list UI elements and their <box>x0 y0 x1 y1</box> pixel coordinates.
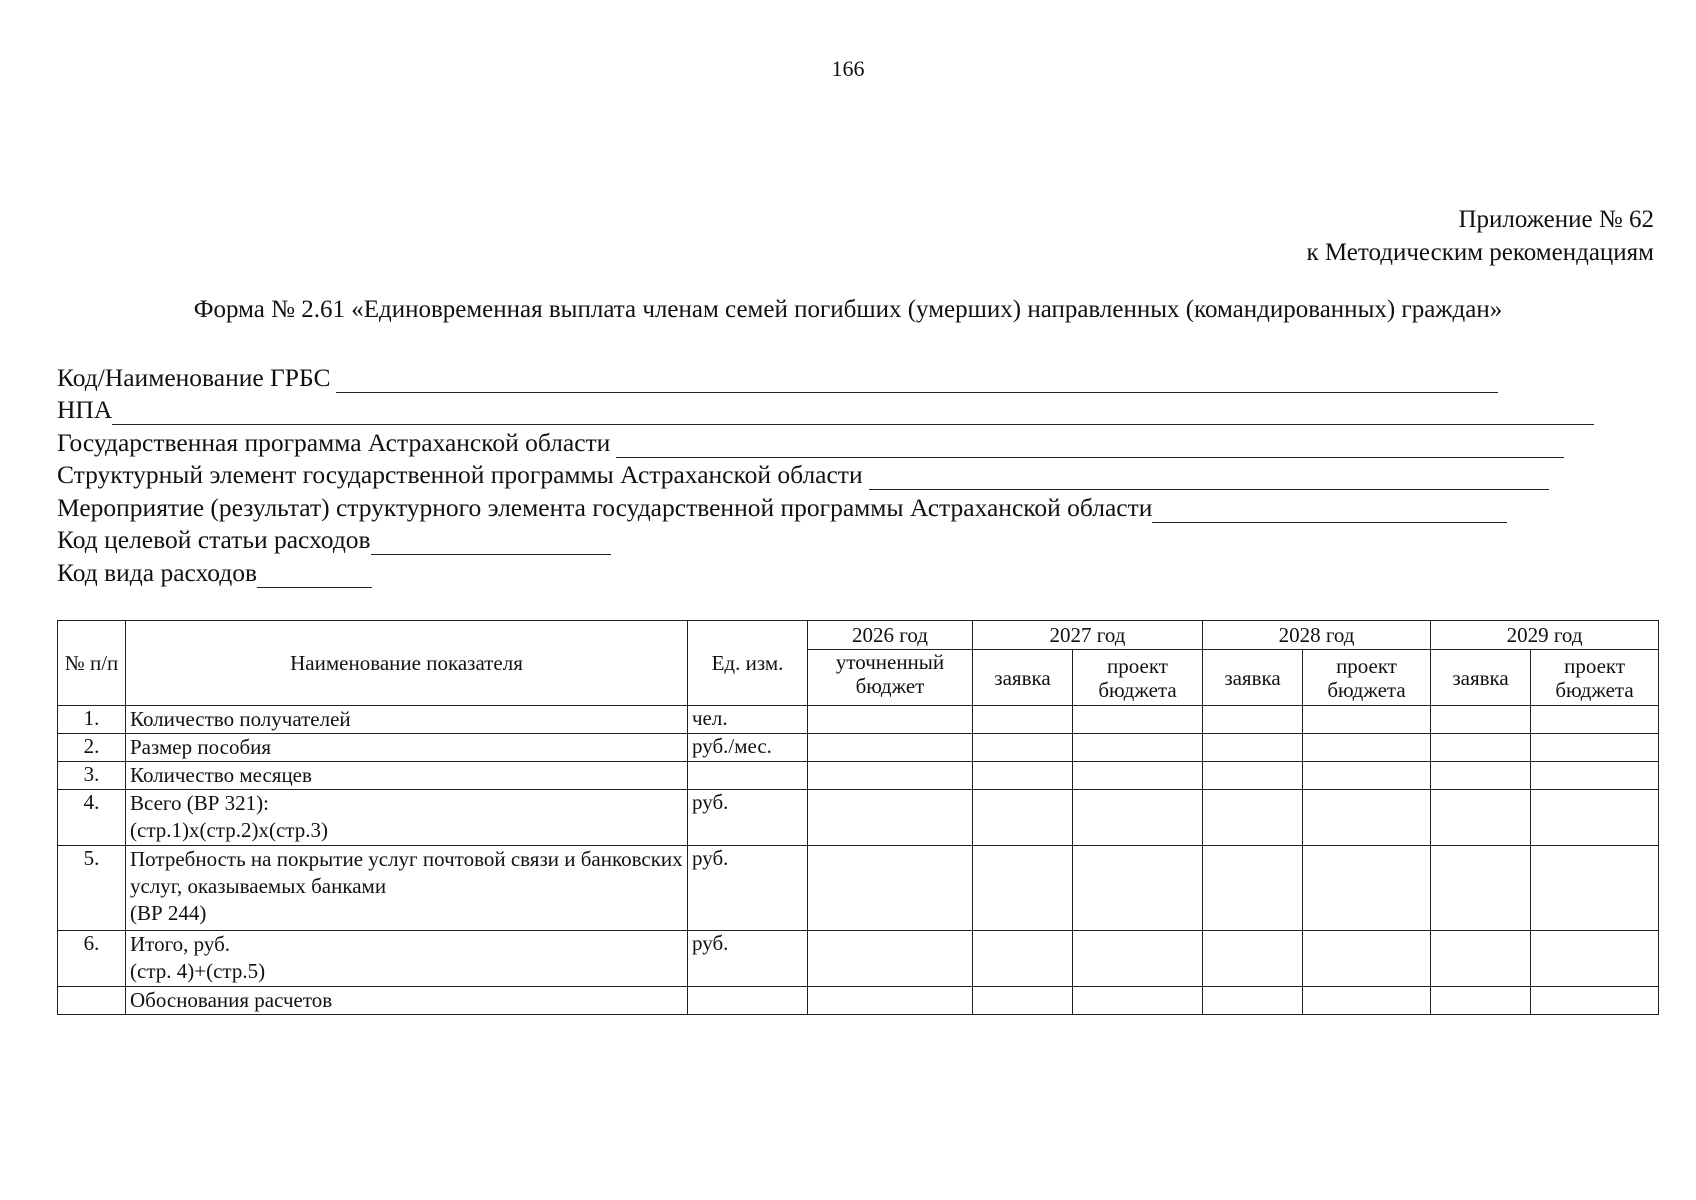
unit-cell: руб. <box>688 931 808 987</box>
value-cell[interactable] <box>973 706 1073 734</box>
appendix-heading <box>1306 203 1654 269</box>
field-gos-program <box>57 425 1657 458</box>
value-cell[interactable] <box>1431 706 1531 734</box>
header-num: № п/п <box>58 621 126 706</box>
header-2026-clarified-budget: уточненный бюджет <box>808 650 973 706</box>
value-cell[interactable] <box>1303 931 1431 987</box>
value-cell[interactable] <box>1531 931 1659 987</box>
value-cell[interactable] <box>1303 846 1431 931</box>
value-cell[interactable] <box>1073 846 1203 931</box>
fill-line[interactable] <box>112 400 1594 425</box>
value-cell[interactable] <box>1073 790 1203 846</box>
value-cell[interactable] <box>1431 734 1531 762</box>
field-label: Структурный элемент государственной программы Астраханской области <box>57 460 863 489</box>
value-cell[interactable] <box>1303 734 1431 762</box>
unit-cell: руб./мес. <box>688 734 808 762</box>
value-cell[interactable] <box>973 734 1073 762</box>
value-cell[interactable] <box>1431 846 1531 931</box>
value-cell[interactable] <box>808 846 973 931</box>
indicator-name-cell: Итого, руб. (стр. 4)+(стр.5) <box>126 931 688 987</box>
value-cell[interactable] <box>1203 734 1303 762</box>
value-cell[interactable] <box>1303 790 1431 846</box>
value-cell[interactable] <box>973 931 1073 987</box>
value-cell[interactable] <box>1203 846 1303 931</box>
value-cell[interactable] <box>808 987 973 1015</box>
table-row <box>58 987 1659 1015</box>
value-cell[interactable] <box>1431 762 1531 790</box>
row-number-cell <box>58 987 126 1015</box>
value-cell[interactable] <box>1073 931 1203 987</box>
row-number-cell: 6. <box>58 931 126 987</box>
header-2027: 2027 год <box>973 621 1203 650</box>
indicator-name-cell: Обоснования расчетов <box>126 987 688 1015</box>
value-cell[interactable] <box>1073 734 1203 762</box>
value-cell[interactable] <box>973 790 1073 846</box>
row-number-cell: 3. <box>58 762 126 790</box>
value-cell[interactable] <box>1531 706 1659 734</box>
field-label: НПА <box>57 395 113 424</box>
field-label: Государственная программа Астраханской области <box>57 427 611 457</box>
indicator-name-cell: Количество получателей <box>126 706 688 734</box>
value-cell[interactable] <box>1303 987 1431 1015</box>
header-2029: 2029 год <box>1431 621 1659 650</box>
appendix-reference: к Методическим рекомендациям <box>1306 239 1654 266</box>
fill-line[interactable] <box>336 368 1498 393</box>
value-cell[interactable] <box>1073 706 1203 734</box>
header-2026: 2026 год <box>808 621 973 650</box>
unit-cell: чел. <box>688 706 808 734</box>
indicator-name-cell: Количество месяцев <box>126 762 688 790</box>
fill-line[interactable] <box>869 465 1549 490</box>
header-2027-request: заявка <box>973 650 1073 706</box>
unit-cell: руб. <box>688 790 808 846</box>
value-cell[interactable] <box>1303 706 1431 734</box>
row-number-cell: 4. <box>58 790 126 846</box>
field-npa <box>57 393 1657 426</box>
value-cell[interactable] <box>1431 790 1531 846</box>
header-name: Наименование показателя <box>126 621 688 706</box>
field-expense-type-code <box>57 555 1657 588</box>
value-cell[interactable] <box>808 931 973 987</box>
indicators-table <box>57 620 1659 1015</box>
value-cell[interactable] <box>1073 987 1203 1015</box>
appendix-number: Приложение № 62 <box>1458 206 1654 233</box>
row-number-cell: 5. <box>58 846 126 931</box>
value-cell[interactable] <box>1303 762 1431 790</box>
value-cell[interactable] <box>973 762 1073 790</box>
value-cell[interactable] <box>1203 931 1303 987</box>
table-row <box>58 734 1659 762</box>
field-struct-element <box>57 458 1657 491</box>
field-event <box>57 490 1657 523</box>
value-cell[interactable] <box>1531 987 1659 1015</box>
value-cell[interactable] <box>1431 931 1531 987</box>
field-target-code <box>57 523 1657 556</box>
field-label: Код целевой статьи расходов <box>57 525 371 554</box>
header-2029-request: заявка <box>1431 650 1531 706</box>
header-2028-request: заявка <box>1203 650 1303 706</box>
table-row <box>58 846 1659 931</box>
value-cell[interactable] <box>1531 846 1659 931</box>
value-cell[interactable] <box>1203 706 1303 734</box>
value-cell[interactable] <box>1073 762 1203 790</box>
form-fields <box>57 360 1657 588</box>
table-row <box>58 762 1659 790</box>
value-cell[interactable] <box>1203 987 1303 1015</box>
value-cell[interactable] <box>1203 790 1303 846</box>
value-cell[interactable] <box>1203 762 1303 790</box>
unit-cell: руб. <box>688 846 808 931</box>
indicator-name-cell: Потребность на покрытие услуг почтовой связи и банковских услуг, оказываемых банками (ВР 244) <box>126 846 688 931</box>
indicator-name-cell: Размер пособия <box>126 734 688 762</box>
header-unit: Ед. изм. <box>688 621 808 706</box>
value-cell[interactable] <box>808 734 973 762</box>
field-grbs <box>57 360 1657 393</box>
field-label: Мероприятие (результат) структурного элемента государственной программы Астраханской области <box>57 492 1153 522</box>
fill-line[interactable] <box>257 563 372 588</box>
fill-line[interactable] <box>616 433 1564 458</box>
header-2028-draft: проект бюджета <box>1303 650 1431 706</box>
header-2029-draft: проект бюджета <box>1531 650 1659 706</box>
row-number-cell: 2. <box>58 734 126 762</box>
value-cell[interactable] <box>1531 762 1659 790</box>
form-title: Форма № 2.61 «Единовременная выплата членам семей погибших (умерших) направленных (командированных) граждан» <box>193 296 1503 323</box>
value-cell[interactable] <box>973 987 1073 1015</box>
field-label: Код/Наименование ГРБС <box>57 362 331 392</box>
table-row <box>58 931 1659 987</box>
value-cell[interactable] <box>1431 987 1531 1015</box>
value-cell[interactable] <box>1531 790 1659 846</box>
value-cell[interactable] <box>808 706 973 734</box>
value-cell[interactable] <box>808 762 973 790</box>
field-label: Код вида расходов <box>57 557 258 587</box>
header-2027-draft: проект бюджета <box>1073 650 1203 706</box>
table-row <box>58 706 1659 734</box>
value-cell[interactable] <box>808 790 973 846</box>
page-number: 166 <box>831 56 865 81</box>
fill-line[interactable] <box>1152 498 1507 523</box>
unit-cell <box>688 987 808 1015</box>
indicator-name-cell: Всего (ВР 321): (стр.1)х(стр.2)х(стр.3) <box>126 790 688 846</box>
value-cell[interactable] <box>973 846 1073 931</box>
value-cell[interactable] <box>1531 734 1659 762</box>
row-number-cell: 1. <box>58 706 126 734</box>
table-row <box>58 790 1659 846</box>
unit-cell <box>688 762 808 790</box>
header-2028: 2028 год <box>1203 621 1431 650</box>
fill-line[interactable] <box>371 530 611 555</box>
